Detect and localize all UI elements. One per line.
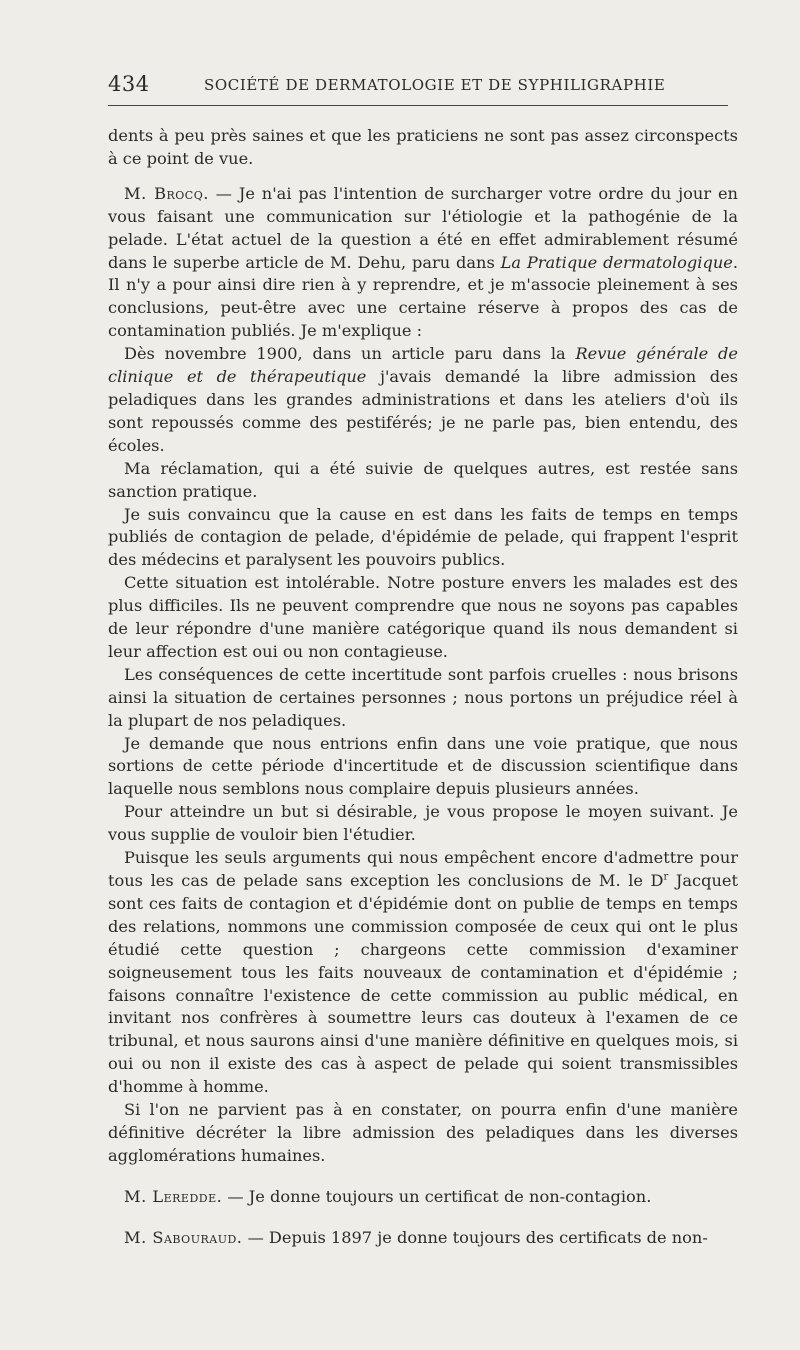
page-body bbox=[108, 125, 738, 1250]
speaker-name: M. Sabouraud. bbox=[124, 1227, 243, 1247]
paragraph: Si l'on ne parvient pas à en constater, on pourra enfin d'une manière définitive décréter la libre admission des peladiques dans les diverses agglomérations humaines. bbox=[108, 1100, 738, 1165]
header-rule bbox=[108, 105, 728, 106]
paragraph-brocq bbox=[108, 183, 738, 343]
speaker-name: M. Brocq. bbox=[124, 183, 209, 203]
superscript: r bbox=[663, 871, 669, 883]
paragraph bbox=[108, 343, 738, 458]
paragraph-text: — Depuis 1897 je donne toujours des certificats de non- bbox=[242, 1227, 708, 1247]
paragraph-text: j'avais demandé la libre admission des peladiques dans les grandes administrations et dans les ateliers d'où ils sont repoussés comme des pestiférés; je ne parle pas, bien entendu, des écoles. bbox=[108, 367, 739, 455]
paragraph: Je suis convaincu que la cause en est dans les faits de temps en temps publiés de contagion de pelade, d'épidémie de pelade, qui frappent l'esprit des médecins et paralysent les pouvoirs publics. bbox=[108, 504, 738, 570]
paragraph-text: Jacquet sont ces faits de contagion et d'épidémie dont on publie de temps en temps des relations, nommons une commission composée de ceux qui ont le plus étudié cette question ; chargeons cette commission d'examiner soigneusement tous les faits nouveaux de contamination et d'épidémie ; faisons connaître l'existence de cette commission au public médical, en invitant nos confrères à soumettre leurs cas douteux à l'examen de ce tribunal, et nous saurons ainsi d'une manière définitive en quelques mois, si oui ou non il existe des cas à aspect de pelade qui soient transmissibles d'homme à homme. bbox=[108, 871, 738, 1097]
journal-title: La Pratique dermatologique bbox=[500, 252, 733, 272]
page-number: 434 bbox=[108, 72, 150, 96]
paragraph: Ma réclamation, qui a été suivie de quelques autres, est restée sans sanction pratique. bbox=[108, 458, 738, 501]
running-title: SOCIÉTÉ DE DERMATOLOGIE ET DE SYPHILIGRAPHIE bbox=[204, 76, 666, 94]
paragraph: Je demande que nous entrions enfin dans une voie pratique, que nous sortions de cette période d'incertitude et de discussion scientifique dans laquelle nous semblons nous complaire depuis plusieurs années. bbox=[108, 733, 738, 799]
paragraph: Pour atteindre un but si désirable, je vous propose le moyen suivant. Je vous supplie de vouloir bien l'étudier. bbox=[108, 802, 738, 845]
paragraph-continuation: dents à peu près saines et que les praticiens ne sont pas assez circonspects à ce point de vue. bbox=[108, 126, 738, 168]
paragraph bbox=[108, 847, 738, 1099]
paragraph-leredde bbox=[108, 1186, 738, 1209]
paragraph-text: — Je donne toujours un certificat de non-contagion. bbox=[222, 1186, 652, 1206]
paragraph-text: Dès novembre 1900, dans un article paru dans la bbox=[124, 344, 576, 364]
page-header bbox=[108, 72, 728, 112]
speaker-name: M. Leredde. bbox=[124, 1186, 223, 1206]
paragraph-text: . Il n'y a pour ainsi dire rien à y reprendre, et je m'associe pleinement à ses conclusions, peut-être avec une certaine réserve à propos des cas de contamination publiés. Je m'explique : bbox=[108, 252, 738, 341]
paragraph: Cette situation est intolérable. Notre posture envers les malades est des plus difficiles. Ils ne peuvent comprendre que nous ne soyons pas capables de leur répondre d'une manière catégorique quand ils nous demandent si leur affection est oui ou non contagieuse. bbox=[108, 573, 738, 661]
journal-title: Revue générale de clinique et de thérapeutique bbox=[108, 344, 738, 387]
paragraph-text: Puisque les seuls arguments qui nous empêchent encore d'admettre pour tous les cas de pelade sans exception les conclusions de M. le D bbox=[108, 848, 738, 890]
paragraph-sabouraud bbox=[108, 1227, 738, 1250]
paragraph-text: — Je n'ai pas l'intention de surcharger votre ordre du jour en vous faisant une communication sur l'étiologie et la pathogénie de la pelade. L'état actuel de la question a été en effet admirablement résumé dans le superbe article de M. Dehu, paru dans bbox=[108, 183, 738, 272]
paragraph: Les conséquences de cette incertitude sont parfois cruelles : nous brisons ainsi la situation de certaines personnes ; nous portons un préjudice réel à la plupart de nos peladiques. bbox=[108, 664, 738, 730]
